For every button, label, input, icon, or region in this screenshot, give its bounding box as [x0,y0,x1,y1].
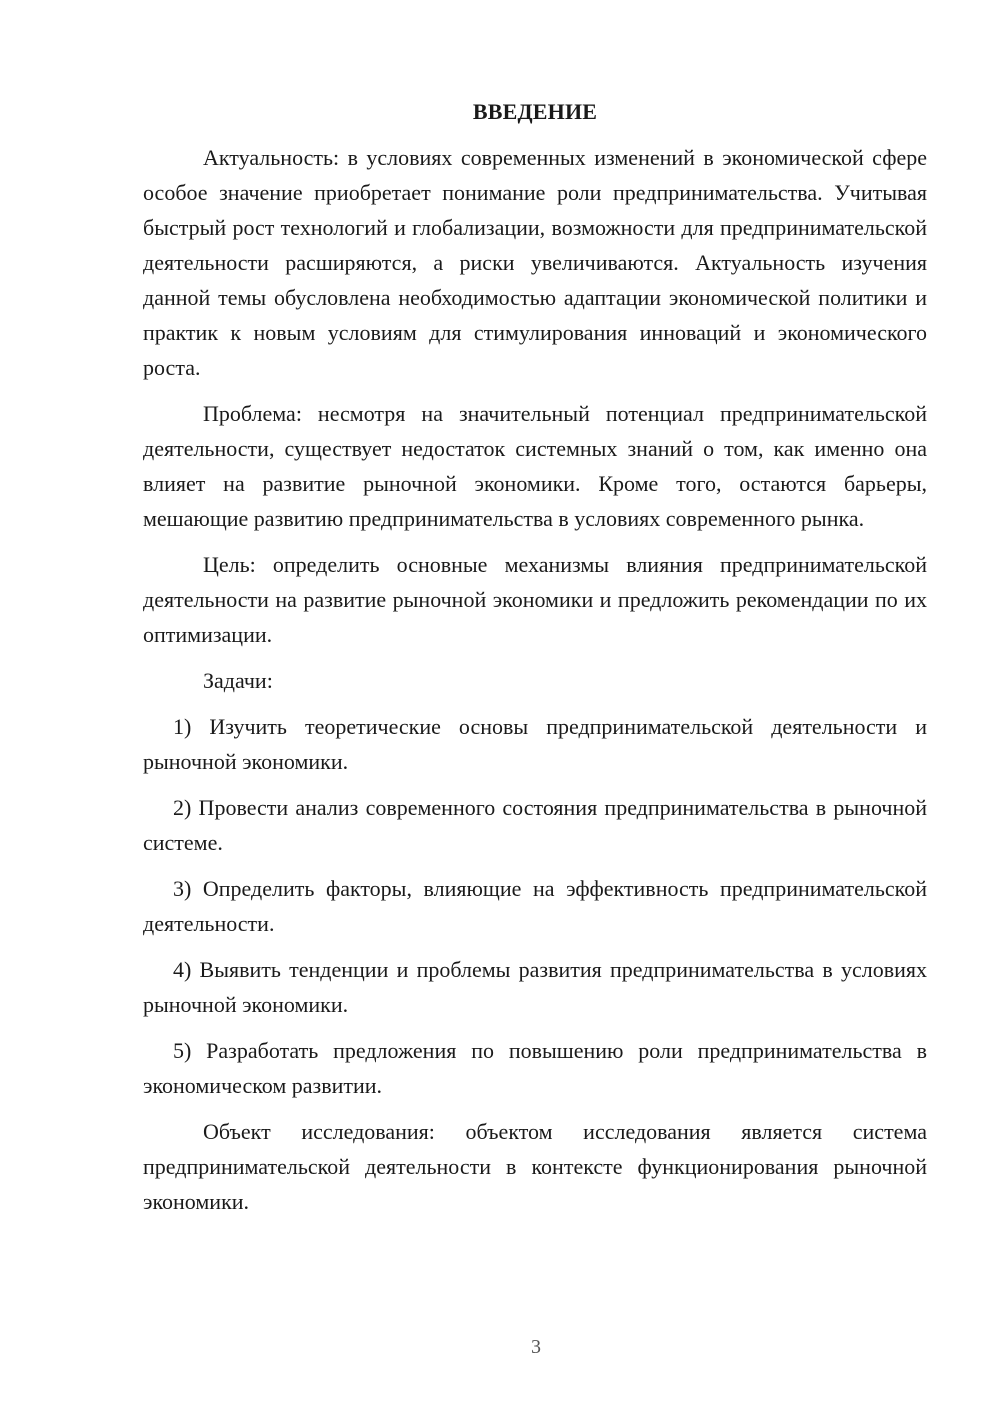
tasks-list [143,709,927,1103]
list-item: 2) Провести анализ современного состояния предпринимательства в рыночной системе. [143,795,927,855]
tasks-heading: Задачи: [203,668,273,693]
paragraph-goal: Цель: определить основные механизмы влияния предпринимательской деятельности на развитие рыночной экономики и предложить рекомендации по их оптимизации. [143,552,927,647]
page-number: 3 [531,1336,541,1358]
paragraph-problem: Проблема: несмотря на значительный потенциал предпринимательской деятельности, существует недостаток системных знаний о том, как именно она влияет на развитие рыночной экономики. Кроме того, остаются барьеры, мешающие развитию предпринимательства в условиях современного рынка. [143,401,927,531]
paragraph-object: Объект исследования: объектом исследования является система предпринимательской деятельности в контексте функционирования рыночной экономики. [143,1119,927,1214]
list-item: 3) Определить факторы, влияющие на эффективность предпринимательской деятельности. [143,876,927,936]
document-body [143,94,927,1219]
list-item: 4) Выявить тенденции и проблемы развития предпринимательства в условиях рыночной экономики. [143,957,927,1017]
paragraph-relevance: Актуальность: в условиях современных изменений в экономической сфере особое значение приобретает понимание роли предпринимательства. Учитывая быстрый рост технологий и глобализации, возможности для предпринимательской деятельности расширяются, а риски увеличиваются. Актуальность изучения данной темы обусловлена необходимостью адаптации экономической политики и практик к новым условиям для стимулирования инноваций и экономического роста. [143,145,927,380]
list-item: 1) Изучить теоретические основы предпринимательской деятельности и рыночной экономики. [143,714,927,774]
page-title: ВВЕДЕНИЕ [472,99,598,124]
list-item: 5) Разработать предложения по повышению роли предпринимательства в экономическом развитии. [143,1038,927,1098]
